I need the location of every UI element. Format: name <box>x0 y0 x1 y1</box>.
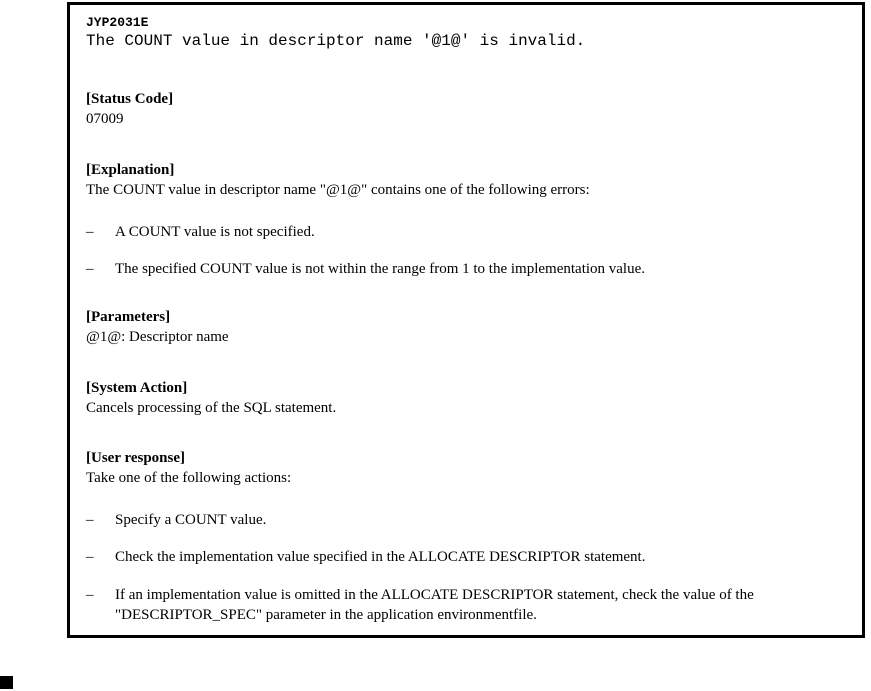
status-code-section <box>86 89 173 129</box>
black-square-marker <box>0 676 13 689</box>
user-response-heading: [User response] <box>86 450 186 466</box>
user-response-intro: Take one of the following actions: <box>86 470 292 486</box>
user-response-item-text: Specify a COUNT value. <box>115 512 267 528</box>
message-id: JYP2031E <box>86 15 149 30</box>
explanation-item-text: The specified COUNT value is not within the range from 1 to the implementation value. <box>115 261 646 277</box>
status-code-value: 07009 <box>86 111 124 127</box>
explanation-intro: The COUNT value in descriptor name "@1@" contains one of the following errors: <box>86 182 590 198</box>
bullet-dash: – <box>86 224 94 240</box>
user-response-item <box>86 547 846 567</box>
bullet-dash: – <box>86 261 94 277</box>
explanation-heading: [Explanation] <box>86 162 175 178</box>
explanation-item-text: A COUNT value is not specified. <box>115 224 315 240</box>
user-response-item <box>86 585 846 625</box>
bullet-dash: – <box>86 587 94 603</box>
user-response-item-text: Check the implementation value specified in the ALLOCATE DESCRIPTOR statement. <box>115 549 646 565</box>
bullet-dash: – <box>86 512 94 528</box>
system-action-heading: [System Action] <box>86 380 188 396</box>
explanation-section <box>86 160 590 200</box>
message-text: The COUNT value in descriptor name '@1@' is invalid. <box>86 32 586 50</box>
bullet-dash: – <box>86 549 94 565</box>
parameters-text: @1@: Descriptor name <box>86 329 229 345</box>
system-action-text: Cancels processing of the SQL statement. <box>86 400 337 416</box>
user-response-item-text: If an implementation value is omitted in the ALLOCATE DESCRIPTOR statement, check the value of the "DESCRIPTOR_SPEC" parameter in the application environmentfile. <box>115 587 754 623</box>
parameters-heading: [Parameters] <box>86 309 171 325</box>
explanation-item <box>86 259 846 279</box>
system-action-section <box>86 378 336 418</box>
status-code-heading: [Status Code] <box>86 91 174 107</box>
message-box <box>67 2 865 638</box>
user-response-section <box>86 448 291 488</box>
user-response-item <box>86 510 846 530</box>
parameters-section <box>86 307 229 347</box>
explanation-item <box>86 222 846 242</box>
